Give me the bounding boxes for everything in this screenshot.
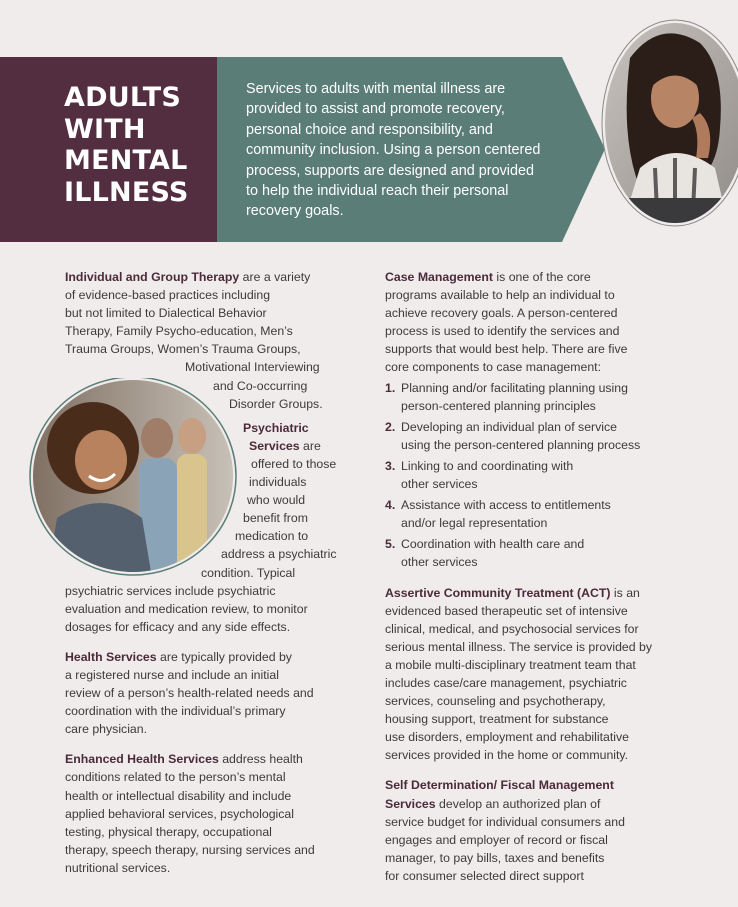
list-item: 1. Planning and/or facilitating planning using person-centered planning principles (385, 380, 628, 413)
self-determination-heading: Self Determination/ Fiscal Management (385, 778, 614, 793)
list-item: 4. Assistance with access to entitlements and/or legal representation (385, 498, 611, 531)
left-column (65, 268, 355, 889)
list-item: 3. Linking to and coordinating with other services (385, 458, 574, 492)
self-determination-section: Self Determination/ Fiscal Management Services develop an authorized plan of service budget for individual consumers and engages and employer of record or fiscal manager, to pay bills, taxes and benefits for consumer selected direct support (385, 778, 625, 883)
therapy-heading: Individual and Group Therapy (65, 270, 240, 284)
case-management-list (385, 379, 685, 572)
health-section: Health Services are typically provided by a registered nurse and include an initial review of a person’s health-related needs and coordination with the individual’s primary care physician. (65, 649, 314, 737)
act-heading: Assertive Community Treatment (ACT) (385, 585, 611, 600)
page-title: ADULTS WITH MENTAL ILLNESS (64, 82, 189, 208)
act-section: Assertive Community Treatment (ACT) is an evidenced based therapeutic set of intensive clinical, medical, and psychosocial services for serious mental illness. The service is provided by a mobile multi-disciplinary treatment team that includes case/care management, psychiatric services, counseling and psychotherapy, housing support, treatment for substance use disorders, employment and rehabilitative services provided in the home or community. (385, 585, 653, 763)
list-item: 2. Developing an individual plan of service using the person-centered planning process (385, 419, 641, 452)
health-heading: Health Services (65, 649, 157, 664)
psychiatric-section: Psychiatric Services are offered to those individuals who would benefit from medication to address a psychiatric condition. Typical psychiatric services include psychiatric evaluation and medication review, to monitor dosages for efficacy and any side effects. (65, 420, 337, 634)
case-management-heading: Case Management (385, 270, 493, 284)
woman-thinking-photo (600, 18, 738, 228)
case-management-section: Case Management is one of the core programs available to help an individual to achieve recovery goals. A person-centered process is used to identify the services and supports that would best help. There are five core components to case management: (385, 270, 628, 375)
enhanced-section: Enhanced Health Services address health conditions related to the person’s mental health or intellectual disability and include applied behavioral services, psychological testing, physical therapy, occupational therapy, speech therapy, nursing services and nutritional services. (65, 752, 315, 875)
enhanced-heading: Enhanced Health Services (65, 752, 219, 767)
therapy-section: Individual and Group Therapy are a variety of evidence-based practices including but not limited to Dialectical Behavior Therapy, Family Psycho-education, Men’s Trauma Groups, Women’s Trauma Groups, Motivational Interviewing and Co-occurring Disorder Groups. (65, 270, 323, 411)
list-item: 5. Coordination with health care and other services (385, 537, 585, 570)
intro-text: Services to adults with mental illness are provided to assist and promote recovery, personal choice and responsibility, and community inclusion. Using a person centered process, supports are designed and provided to help the individual reach their personal recovery goals. (246, 81, 541, 220)
psychiatric-heading: Psychiatric (243, 420, 309, 435)
right-column (385, 268, 685, 897)
